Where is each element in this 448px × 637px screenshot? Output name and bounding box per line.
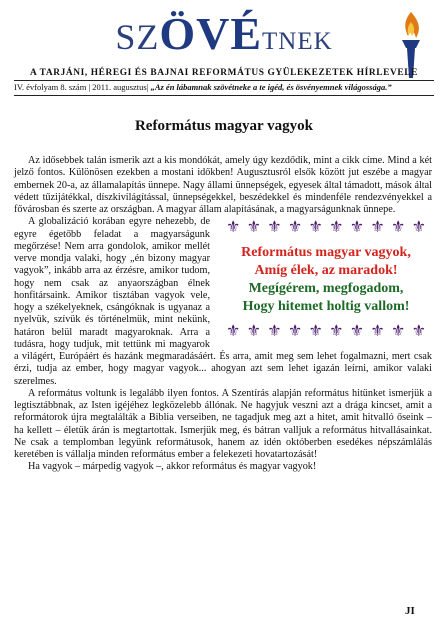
paragraph-4: Ha vagyok – márpedig vagyok –, akkor református és magyar vagyok! [28, 461, 317, 473]
fleur-ornament-icon: ⚜ [287, 219, 303, 237]
title-part-3: tnek [262, 17, 333, 57]
fleur-ornament-icon: ⚜ [391, 219, 406, 237]
slogan-line-2: Amíg élek, az maradok! [254, 263, 398, 279]
fleur-ornament-icon: ⚜ [246, 219, 261, 237]
fleur-ornament-icon: ⚜ [308, 323, 323, 341]
fleur-ornament-icon: ⚜ [267, 323, 282, 341]
fleur-ornament-icon: ⚜ [349, 323, 365, 341]
fleur-ornament-icon: ⚜ [226, 323, 241, 341]
fleur-ornament-icon: ⚜ [411, 323, 426, 341]
issue-line [14, 82, 434, 92]
article-body [14, 155, 432, 474]
fleur-ornament-icon: ⚜ [370, 323, 385, 341]
fleur-ornament-icon: ⚜ [329, 219, 344, 237]
slogan-line-1: Református magyar vagyok, [241, 245, 411, 261]
fleur-ornament-icon: ⚜ [391, 323, 406, 341]
fleur-ornament-icon: ⚜ [267, 219, 282, 237]
paragraph-3: A református voltunk is legalább ilyen fontos. A Szentírás alapján református hitünket ismerjük a legtisztábbnak, az Isten igéjéhez legközelebb állónak. Ne hagyjuk veszni azt a drága kincset, amit a reformátorok újra megtalálták a Biblia verseiben, ne tagadjuk meg azt a hitet, amit hitvalló őseink – ha kellett – életük árán is megtartottak. Ismerjük meg, és bátran valljuk a református hitvallásainkat. Ne csak a templomban legyünk reformátusok, hanem az idén októberben esedékes népszámlálás keretében is vállalja minden református ember a felekezeti hovatartozását! [14, 387, 432, 460]
fleur-ornament-icon: ⚜ [370, 219, 385, 237]
newsletter-title [0, 8, 448, 59]
paragraph-2-text: A globalizáció korában egyre nehezebb, de egyre égetőbb feladat a magyarságunk megőrzése! Nem arra gondolok, amikor mellét verve mondja valaki, hogy „én bizony magyar vagyok”, inkább arra az érzésre, amikor tudom, hogy nem csak az anyaországban élnek honfitársaink. Amikor tisztában vagyok vele, hogy a székelyeknek, csángóknak is ugyanaz a nyelvük, szívük és történelmük, mint nekünk, határon belül maradt magyaroknak. Arra a tudásra, hogy tudjuk, mit tettünk mi magyarok a világért, Európáért és hazánk megmaradásáért. És arra, amit meg sem lehet fogalmazni, mert csak érzi, tudja az ember, hogy magyar vagyok... ahogyan azt sem lehet igazán leírni, amikor valaki szerelmes. [14, 216, 432, 387]
divider-top [14, 80, 434, 81]
masthead [0, 0, 448, 92]
fleur-ornament-icon: ⚜ [329, 323, 344, 341]
fleur-ornament-icon: ⚜ [349, 219, 365, 237]
divider-bottom [14, 95, 434, 96]
fleur-ornament-icon: ⚜ [411, 219, 426, 237]
title-part-1: SZ [115, 17, 160, 57]
author-signature: JI [405, 605, 415, 617]
paragraph-2 [14, 216, 432, 388]
article-headline: Református magyar vagyok [134, 118, 314, 134]
fleur-ornament-icon: ⚜ [308, 219, 323, 237]
subtitle: A TARJÁNI, HÉREGI ÉS BAJNAI REFORMÁTUS GYÜLEKEZETEK HÍRLEVELE [30, 68, 418, 78]
paragraph-1: Az idősebbek talán ismerik azt a kis mondókát, amely úgy kezdődik, mint a cikk címe. Mind a két jelző fontos. Különösen ezekben a mostani időkben! Augusztusról elsők között jut eszébe a magyar embernek 20-a, az államalapítás ünnepe. Nagy állami ünnepségek, egyesek által támadott, mások által védett tűzijátékkal, díszkivilágítással, ünnepségekkel, beszédekkel és mindenféle rendezvényekkel a fővárosban és szerte az országban. A magyar állam alapításának, a magyarságunknak ünnepe. [14, 155, 432, 215]
title-part-2: ÖVÉ [159, 8, 263, 59]
ornament-row-bottom [220, 322, 432, 342]
motto: „Az én lábamnak szövétneke a te igéd, és ösvényemnek világossága.” [150, 82, 392, 92]
slogan [220, 244, 432, 316]
issue-info: IV. évfolyam 8. szám | 2011. augusztus| [14, 82, 149, 92]
ornament-row-top [220, 218, 432, 238]
fleur-ornament-icon: ⚜ [246, 323, 261, 341]
slogan-box [220, 218, 432, 342]
fleur-ornament-icon: ⚜ [287, 323, 303, 341]
fleur-ornament-icon: ⚜ [226, 219, 241, 237]
slogan-line-3: Megígérem, megfogadom, [248, 281, 404, 297]
slogan-line-4: Hogy hitemet holtig vallom! [242, 299, 410, 315]
